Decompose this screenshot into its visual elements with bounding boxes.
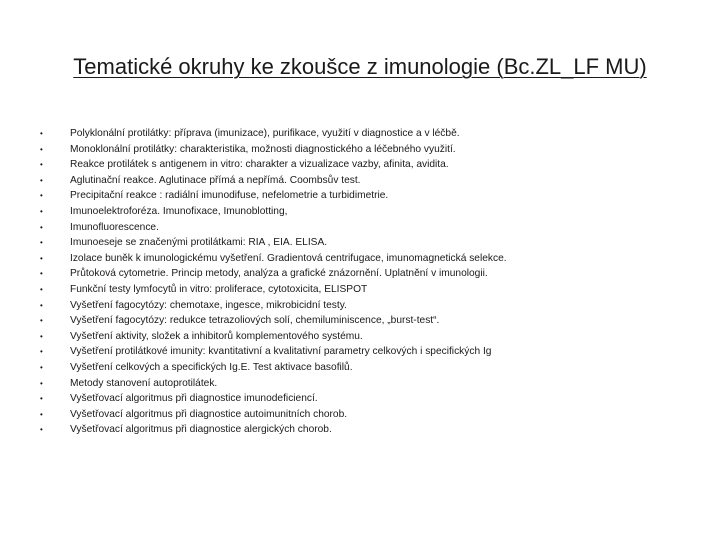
topic-text: Imunofluorescence. [70,221,159,233]
list-item [40,329,680,345]
bullet-icon: • [40,253,43,263]
bullet-icon: • [40,222,43,232]
topic-text: Vyšetření celkových a specifických Ig.E. Test aktivace basofilů. [70,361,353,373]
list-item [40,360,680,376]
bullet-icon: • [40,425,43,435]
topic-text: Imunoeseje se značenými protilátkami: RIA , EIA. ELISA. [70,237,328,249]
list-item [40,266,680,282]
list-item [40,220,680,236]
list-item [40,235,680,251]
list-item [40,157,680,173]
topic-text: Průtoková cytometrie. Princip metody, analýza a grafické znázornění. Uplatnění v imunologii. [70,268,488,280]
bullet-icon: • [40,269,43,279]
topic-text: Precipitační reakce : radiální imunodifuse, nefelometrie a turbidimetrie. [70,190,389,202]
bullet-icon: • [40,160,43,170]
topic-text: Vyšetřovací algoritmus při diagnostice autoimunitních chorob. [70,408,348,420]
topic-text: Vyšetřovací algoritmus při diagnostice imunodeficiencí. [70,393,318,405]
bullet-icon: • [40,129,43,138]
bullet-icon: • [40,144,43,154]
topic-text: Funkční testy lymfocytů in vitro: proliferace, cytotoxicita, ELISPOT [70,283,368,295]
topic-text: Izolace buněk k imunologickému vyšetření. Gradientová centrifugace, imunomagnetická selekce. [70,252,507,264]
list-item [40,422,680,438]
list-item [40,407,680,423]
list-item [40,282,680,298]
bullet-icon: • [40,206,43,216]
bullet-icon: • [40,409,43,419]
list-item [40,251,680,267]
topic-text: Vyšetření fagocytózy: redukce tetrazoliových solí, chemiluminiscence, „burst-test“. [70,315,440,327]
topic-text: Aglutinační reakce. Aglutinace přímá a nepřímá. Coombsův test. [70,174,361,186]
bullet-icon: • [40,284,43,294]
bullet-icon: • [40,331,43,341]
list-item [40,391,680,407]
list-item [40,126,680,142]
bullet-icon: • [40,191,43,201]
topic-text: Metody stanovení autoprotilátek. [70,377,218,389]
topic-text: Vyšetřovací algoritmus při diagnostice alergických chorob. [70,424,332,436]
topic-text: Polyklonální protilátky: příprava (imunizace), purifikace, využití v diagnostice a v léčbě. [70,128,460,139]
list-item [40,173,680,189]
topic-text: Reakce protilátek s antigenem in vitro: charakter a vizualizace vazby, afinita, avidita. [70,159,449,171]
bullet-icon: • [40,362,43,372]
list-item [40,188,680,204]
bullet-icon: • [40,300,43,310]
bullet-icon: • [40,175,43,185]
list-item [40,376,680,392]
bullet-icon: • [40,347,43,357]
list-item [40,142,680,158]
topic-text: Vyšetření fagocytózy: chemotaxe, ingesce, mikrobicidní testy. [70,299,347,311]
topic-text: Imunoelektroforéza. Imunofixace, Imunoblotting, [70,205,288,217]
bullet-icon: • [40,238,43,248]
topic-text: Monoklonální protilátky: charakteristika, možnosti diagnostického a léčebného využití. [70,143,456,155]
bullet-icon: • [40,394,43,404]
list-item [40,204,680,220]
list-item [40,298,680,314]
topic-text: Vyšetření aktivity, složek a inhibitorů komplementového systému. [70,330,363,342]
slide-title: Tematické okruhy ke zkoušce z imunologie (Bc.ZL_LF MU) [73,54,647,79]
topic-text: Vyšetření protilátkové imunity: kvantitativní a kvalitativní parametry celkových i specifických Ig [70,346,492,358]
list-item [40,344,680,360]
bullet-icon: • [40,378,43,388]
topic-list [40,126,680,438]
bullet-icon: • [40,316,43,326]
list-item [40,313,680,329]
